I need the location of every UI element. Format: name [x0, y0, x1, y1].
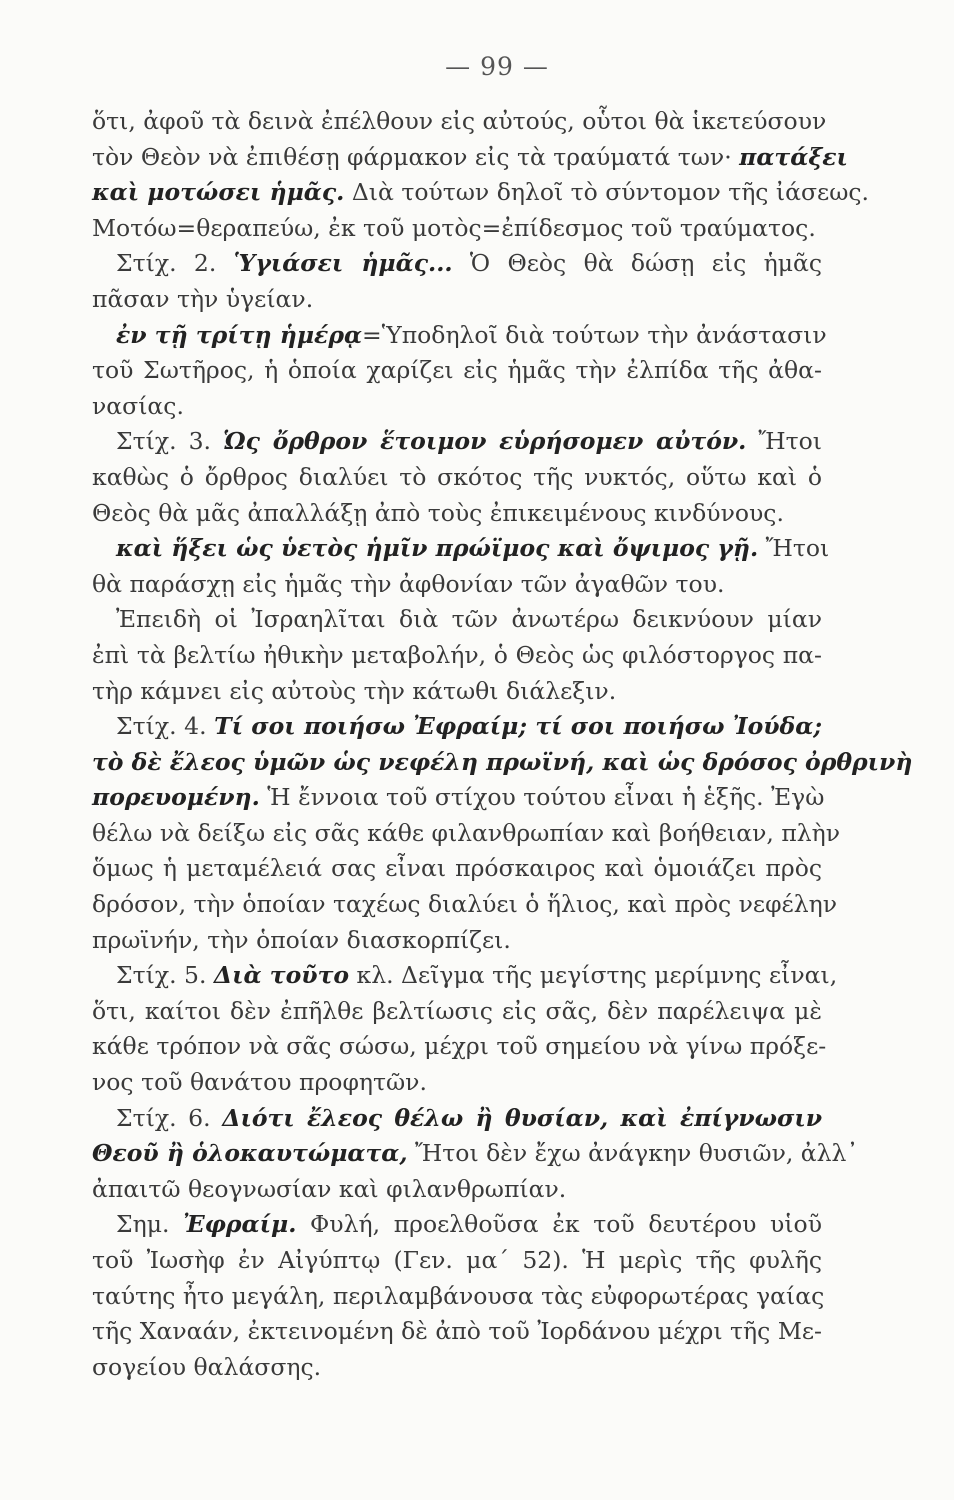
emphasis-text: Θεοῦ ἢ ὁλοκαυτώματα,: [92, 1139, 408, 1168]
text-run: τοῦ Σωτῆρος, ἡ ὁποία χαρίζει εἰς ἡμᾶς τὴν ἐλπίδα τῆς ἀθα-: [92, 356, 822, 385]
text-run: Στίχ. 4.: [116, 712, 215, 741]
text-run: Μοτόω=θεραπεύω, ἐκ τοῦ μοτὸς=ἐπίδεσμος τοῦ τραύματος.: [92, 213, 816, 242]
text-line: [92, 175, 870, 211]
text-run: καθὼς ὁ ὄρθρος διαλύει τὸ σκότος τῆς νυκτός, οὕτω καὶ ὁ: [92, 462, 822, 491]
text-line: [92, 1065, 822, 1101]
text-line: [92, 1136, 859, 1172]
emphasis-text: τὸ δὲ ἔλεος ὑμῶν ὡς νεφέλη πρωϊνή, καὶ ὡς δρόσος ὀρθρινὴ: [92, 747, 913, 776]
emphasis-text: Διότι ἔλεος θέλω ἢ θυσίαν, καὶ ἐπίγνωσιν: [222, 1103, 822, 1132]
paragraph: [92, 531, 830, 602]
paragraph: [92, 602, 822, 709]
text-run: Στίχ. 2.: [116, 249, 234, 278]
text-run: τῆς Χαναάν, ἐκτεινομένη δὲ ἀπὸ τοῦ Ἰορδάνου μέχρι τῆς Με-: [92, 1317, 822, 1346]
text-run: θέλω νὰ δείξω εἰς σᾶς κάθε φιλανθρωπίαν καὶ βοήθειαν, πλὴν: [92, 818, 841, 847]
text-line: [92, 638, 822, 674]
text-line: [92, 780, 825, 816]
text-line: [92, 851, 822, 887]
emphasis-text: Ὑγιάσει ἡμᾶς...: [233, 249, 453, 278]
text-run: Ὁ Θεὸς θὰ δώσῃ εἰς ἡμᾶς: [452, 249, 822, 278]
text-line: [92, 602, 822, 638]
text-run: ὅμως ἡ μεταμέλειά σας εἶναι πρόσκαιρος καὶ ὁμοιάζει πρὸς: [92, 854, 822, 883]
paragraph: [92, 104, 870, 246]
text-run: τοῦ Ἰωσὴφ ἐν Αἰγύπτῳ (Γεν. μα΄ 52). Ἡ μερὶς τῆς φυλῆς: [92, 1246, 822, 1274]
text-line: [92, 1314, 822, 1350]
text-run: πᾶσαν τὴν ὑγείαν.: [92, 284, 314, 313]
text-run: Ἐπειδὴ οἱ Ἰσραηλῖται διὰ τῶν ἀνωτέρω δεικνύουν μίαν: [116, 605, 822, 634]
text-run: Θεὸς θὰ μᾶς ἀπαλλάξῃ ἀπὸ τοὺς ἐπικειμένους κινδύνους.: [92, 498, 784, 527]
text-run: Σημ.: [116, 1210, 184, 1239]
text-line: [92, 211, 822, 247]
text-line: [92, 567, 822, 603]
paragraph: [92, 1101, 859, 1208]
text-run: Ἤτοι: [758, 534, 830, 563]
text-run: ἀπαιτῶ θεογνωσίαν καὶ φιλανθρωπίαν.: [92, 1174, 567, 1203]
text-run: ὅτι, καίτοι δὲν ἐπῆλθε βελτίωσις εἰς σᾶς, δὲν παρέλειψα μὲ: [92, 996, 822, 1025]
text-line: [92, 1279, 825, 1315]
text-run: ταύτης ἦτο μεγάλη, περιλαμβάνουσα τὰς εὐφορωτέρας γαίας: [92, 1281, 825, 1310]
text-line: [92, 424, 822, 460]
text-line: [92, 104, 827, 140]
text-line: [92, 674, 822, 710]
text-run: Στίχ. 3.: [116, 427, 224, 456]
text-line: [92, 246, 822, 282]
emphasis-text: Τί σοι ποιήσω Ἐφραίμ; τί σοι ποιήσω Ἰούδα;: [214, 712, 822, 741]
text-run: ἐπὶ τὰ βελτίω ἠθικὴν μεταβολήν, ὁ Θεὸς ὡς φιλόστοργος πα-: [92, 640, 822, 669]
page-body: [92, 104, 913, 1385]
text-run: =Ὑποδηλοῖ διὰ τούτων τὴν ἀνάστασιν: [362, 320, 827, 349]
text-run: Στίχ. 6.: [116, 1103, 223, 1132]
text-line: [92, 282, 822, 318]
text-run: Στίχ. 5.: [116, 961, 214, 990]
paragraph: [92, 246, 822, 317]
text-run: πρωϊνήν, τὴν ὁποίαν διασκορπίζει.: [92, 925, 511, 954]
emphasis-text: ἐν τῇ τρίτῃ ἡμέρᾳ: [116, 320, 363, 349]
text-run: Ἤτοι δὲν ἔχω ἀνάγκην θυσιῶν, ἀλλ᾽: [407, 1139, 859, 1168]
paragraph: [92, 1207, 825, 1385]
text-run: Διὰ τούτων δηλοῖ τὸ σύντομον τῆς ἰάσεως.: [344, 178, 870, 207]
text-run: Φυλή, προελθοῦσα ἐκ τοῦ δευτέρου υἱοῦ: [296, 1210, 822, 1239]
text-line: [92, 1029, 827, 1065]
emphasis-text: πορευομένη.: [92, 783, 260, 812]
text-line: [92, 389, 822, 425]
text-line: [92, 1207, 822, 1243]
text-line: [92, 923, 822, 959]
text-run: κάθε τρόπον νὰ σᾶς σώσω, μέχρι τοῦ σημείου νὰ γίνω πρόξε-: [92, 1032, 827, 1061]
text-run: κλ. Δεῖγμα τῆς μεγίστης μερίμνης εἶναι,: [349, 961, 838, 990]
text-line: [92, 1101, 822, 1137]
text-line: [92, 496, 822, 532]
text-line: [92, 1243, 822, 1279]
text-line: [92, 1172, 822, 1208]
text-line: [92, 140, 848, 176]
paragraph: [92, 958, 838, 1100]
text-line: [92, 745, 913, 781]
page-number: — 99 —: [445, 52, 549, 81]
text-line: [92, 958, 838, 994]
text-run: τὴρ κάμνει εἰς αὐτοὺς τὴν κάτωθι διάλεξιν.: [92, 676, 617, 705]
text-run: ὅτι, ἀφοῦ τὰ δεινὰ ἐπέλθουν εἰς αὐτούς, οὗτοι θὰ ἱκετεύσουν: [92, 107, 827, 135]
paragraph: [92, 318, 827, 425]
emphasis-text: πατάξει: [739, 142, 848, 171]
text-line: [92, 531, 830, 567]
text-line: [92, 709, 822, 745]
paragraph: [92, 709, 913, 958]
text-run: σογείου θαλάσσης.: [92, 1352, 322, 1381]
text-line: [92, 887, 837, 923]
emphasis-text: Ὡς ὄρθρον ἕτοιμον εὑρήσομεν αὐτόν.: [223, 427, 747, 456]
text-line: [92, 1350, 822, 1386]
emphasis-text: καὶ ἥξει ὡς ὑετὸς ἡμῖν πρώϊμος καὶ ὄψιμος γῇ.: [116, 534, 759, 563]
text-line: [92, 460, 822, 496]
text-line: [92, 318, 827, 354]
text-run: δρόσον, τὴν ὁποίαν ταχέως διαλύει ὁ ἥλιος, καὶ πρὸς νεφέλην: [92, 890, 837, 919]
text-run: θὰ παράσχῃ εἰς ἡμᾶς τὴν ἀφθονίαν τῶν ἀγαθῶν του.: [92, 569, 725, 598]
emphasis-text: καὶ μοτώσει ἡμᾶς.: [92, 178, 345, 207]
text-line: [92, 816, 841, 852]
paragraph: [92, 424, 822, 531]
text-run: νος τοῦ θανάτου προφητῶν.: [92, 1068, 427, 1097]
text-run: Ἡ ἔννοια τοῦ στίχου τούτου εἶναι ἡ ἑξῆς. Ἐγὼ: [259, 783, 825, 812]
text-line: [92, 353, 822, 389]
text-line: [92, 994, 822, 1030]
text-run: τὸν Θεὸν νὰ ἐπιθέσῃ φάρμακον εἰς τὰ τραύματά των·: [92, 142, 740, 171]
text-run: Ἤτοι: [746, 427, 823, 456]
emphasis-text: Ἐφραίμ.: [183, 1210, 297, 1239]
emphasis-text: Διὰ τοῦτο: [213, 961, 350, 990]
text-run: νασίας.: [92, 391, 184, 420]
